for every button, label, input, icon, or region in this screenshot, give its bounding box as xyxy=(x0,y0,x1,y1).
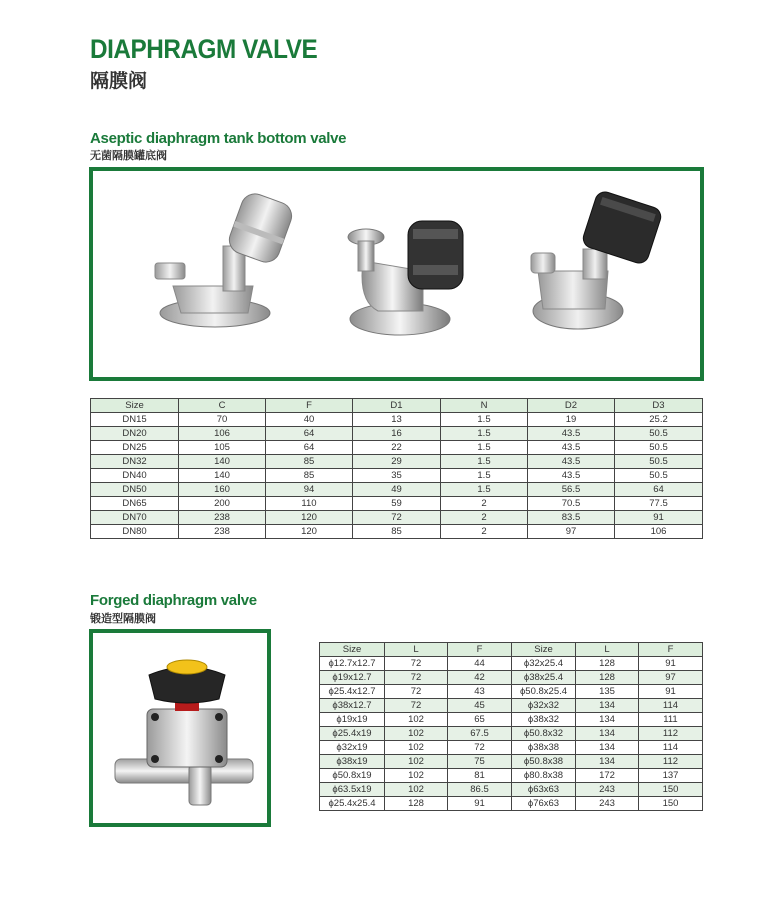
table-cell: 42 xyxy=(448,671,512,685)
section2-column-header: Size xyxy=(512,643,576,657)
table-cell: ϕ76x63 xyxy=(512,797,576,811)
table-cell: ϕ50.8x32 xyxy=(512,727,576,741)
table-cell: 106 xyxy=(615,525,703,539)
section2-title-cn: 锻造型隔膜阀 xyxy=(90,612,156,625)
table-cell: DN80 xyxy=(91,525,179,539)
table-cell: 59 xyxy=(353,497,441,511)
table-cell: DN65 xyxy=(91,497,179,511)
section2-column-header: L xyxy=(385,643,448,657)
table-cell: 67.5 xyxy=(448,727,512,741)
table-cell: 1.5 xyxy=(441,483,528,497)
table-row xyxy=(91,497,703,511)
table-cell: DN15 xyxy=(91,413,179,427)
table-cell: 140 xyxy=(179,455,266,469)
table-cell: 105 xyxy=(179,441,266,455)
table-cell: 50.5 xyxy=(615,469,703,483)
table-cell: ϕ38x32 xyxy=(512,713,576,727)
table-cell: ϕ19x19 xyxy=(320,713,385,727)
table-cell: 102 xyxy=(385,741,448,755)
table-cell: ϕ32x25.4 xyxy=(512,657,576,671)
table-cell: 13 xyxy=(353,413,441,427)
table-cell: 50.5 xyxy=(615,455,703,469)
table-cell: 111 xyxy=(639,713,703,727)
table-cell: DN70 xyxy=(91,511,179,525)
table-cell: 1.5 xyxy=(441,469,528,483)
table-cell: 102 xyxy=(385,727,448,741)
table-cell: 56.5 xyxy=(528,483,615,497)
table-cell: 2 xyxy=(441,497,528,511)
tank-bottom-valve-actuator-image xyxy=(523,191,673,341)
table-cell: 64 xyxy=(615,483,703,497)
table-row xyxy=(320,713,703,727)
section1-spec-table xyxy=(90,398,703,539)
table-cell: 200 xyxy=(179,497,266,511)
table-cell: 70.5 xyxy=(528,497,615,511)
table-cell: 35 xyxy=(353,469,441,483)
table-cell: 25.2 xyxy=(615,413,703,427)
table-row xyxy=(320,741,703,755)
table-row xyxy=(91,413,703,427)
table-cell: 43 xyxy=(448,685,512,699)
table-cell: 72 xyxy=(385,699,448,713)
table-cell: 72 xyxy=(448,741,512,755)
table-cell: ϕ32x32 xyxy=(512,699,576,713)
section2-column-header: F xyxy=(639,643,703,657)
table-row xyxy=(91,525,703,539)
table-cell: DN50 xyxy=(91,483,179,497)
table-cell: ϕ25.4x19 xyxy=(320,727,385,741)
table-cell: 102 xyxy=(385,713,448,727)
table-cell: 150 xyxy=(639,783,703,797)
section1-title: Aseptic diaphragm tank bottom valve xyxy=(90,130,347,147)
page-title: DIAPHRAGM VALVE xyxy=(90,34,318,64)
table-cell: 1.5 xyxy=(441,455,528,469)
table-cell: 1.5 xyxy=(441,413,528,427)
table-cell: 150 xyxy=(639,797,703,811)
table-row xyxy=(320,797,703,811)
section2-header-row xyxy=(320,643,703,657)
table-cell: ϕ63x63 xyxy=(512,783,576,797)
table-cell: 134 xyxy=(576,755,639,769)
page-title-cn: 隔膜阀 xyxy=(90,70,148,92)
section2-image-frame xyxy=(89,629,271,827)
table-cell: ϕ80.8x38 xyxy=(512,769,576,783)
table-cell: 1.5 xyxy=(441,427,528,441)
table-cell: 134 xyxy=(576,713,639,727)
table-row xyxy=(320,783,703,797)
table-cell: 102 xyxy=(385,783,448,797)
table-cell: 137 xyxy=(639,769,703,783)
table-cell: 91 xyxy=(615,511,703,525)
table-cell: 135 xyxy=(576,685,639,699)
table-cell: 102 xyxy=(385,755,448,769)
table-cell: 83.5 xyxy=(528,511,615,525)
table-cell: ϕ25.4x12.7 xyxy=(320,685,385,699)
table-cell: DN40 xyxy=(91,469,179,483)
table-cell: 43.5 xyxy=(528,441,615,455)
table-cell: 43.5 xyxy=(528,469,615,483)
table-row xyxy=(320,755,703,769)
table-cell: 81 xyxy=(448,769,512,783)
table-cell: ϕ12.7x12.7 xyxy=(320,657,385,671)
section2-title: Forged diaphragm valve xyxy=(90,592,257,609)
table-cell: 72 xyxy=(385,685,448,699)
table-cell: DN25 xyxy=(91,441,179,455)
table-cell: 40 xyxy=(266,413,353,427)
table-cell: 172 xyxy=(576,769,639,783)
table-cell: 43.5 xyxy=(528,427,615,441)
table-cell: 44 xyxy=(448,657,512,671)
table-cell: 85 xyxy=(266,469,353,483)
table-cell: 112 xyxy=(639,727,703,741)
table-row xyxy=(320,671,703,685)
table-cell: 134 xyxy=(576,699,639,713)
table-cell: 1.5 xyxy=(441,441,528,455)
table-cell: ϕ50.8x38 xyxy=(512,755,576,769)
table-cell: 85 xyxy=(266,455,353,469)
table-row xyxy=(320,727,703,741)
table-cell: 50.5 xyxy=(615,427,703,441)
table-cell: ϕ38x19 xyxy=(320,755,385,769)
table-cell: DN32 xyxy=(91,455,179,469)
table-cell: DN20 xyxy=(91,427,179,441)
table-cell: 86.5 xyxy=(448,783,512,797)
table-row xyxy=(320,657,703,671)
table-row xyxy=(91,427,703,441)
table-cell: 45 xyxy=(448,699,512,713)
table-cell: 64 xyxy=(266,441,353,455)
table-row xyxy=(91,483,703,497)
table-cell: 85 xyxy=(353,525,441,539)
table-cell: ϕ25.4x25.4 xyxy=(320,797,385,811)
table-cell: ϕ50.8x19 xyxy=(320,769,385,783)
section1-column-header: C xyxy=(179,399,266,413)
section1-column-header: F xyxy=(266,399,353,413)
table-cell: 128 xyxy=(385,797,448,811)
table-cell: 19 xyxy=(528,413,615,427)
table-cell: 238 xyxy=(179,511,266,525)
section2-column-header: F xyxy=(448,643,512,657)
table-cell: 29 xyxy=(353,455,441,469)
section1-image-frame xyxy=(89,167,704,381)
section1-column-header: D2 xyxy=(528,399,615,413)
table-cell: 72 xyxy=(385,671,448,685)
table-cell: 110 xyxy=(266,497,353,511)
table-cell: 64 xyxy=(266,427,353,441)
table-cell: 97 xyxy=(639,671,703,685)
table-row xyxy=(91,469,703,483)
section2-column-header: L xyxy=(576,643,639,657)
table-cell: 22 xyxy=(353,441,441,455)
table-cell: 70 xyxy=(179,413,266,427)
table-cell: ϕ38x38 xyxy=(512,741,576,755)
section1-column-header: D1 xyxy=(353,399,441,413)
section1-title-cn: 无菌隔膜罐底阀 xyxy=(90,149,167,162)
table-row xyxy=(320,685,703,699)
table-cell: 91 xyxy=(639,685,703,699)
section1-column-header: Size xyxy=(91,399,179,413)
table-cell: 243 xyxy=(576,783,639,797)
section1-column-header: N xyxy=(441,399,528,413)
table-cell: 43.5 xyxy=(528,455,615,469)
table-cell: ϕ32x19 xyxy=(320,741,385,755)
table-cell: 238 xyxy=(179,525,266,539)
section1-column-header: D3 xyxy=(615,399,703,413)
table-cell: 120 xyxy=(266,511,353,525)
table-row xyxy=(91,441,703,455)
table-row xyxy=(320,769,703,783)
table-cell: 128 xyxy=(576,671,639,685)
table-cell: 243 xyxy=(576,797,639,811)
tank-bottom-valve-manual-image xyxy=(338,201,488,351)
table-cell: 91 xyxy=(448,797,512,811)
table-cell: ϕ38x25.4 xyxy=(512,671,576,685)
table-cell: ϕ50.8x25.4 xyxy=(512,685,576,699)
table-cell: ϕ19x12.7 xyxy=(320,671,385,685)
table-cell: 102 xyxy=(385,769,448,783)
section2-column-header: Size xyxy=(320,643,385,657)
table-cell: 134 xyxy=(576,741,639,755)
table-cell: 140 xyxy=(179,469,266,483)
table-cell: 72 xyxy=(353,511,441,525)
table-cell: 97 xyxy=(528,525,615,539)
table-cell: 112 xyxy=(639,755,703,769)
table-cell: 114 xyxy=(639,741,703,755)
table-cell: 134 xyxy=(576,727,639,741)
table-row xyxy=(320,699,703,713)
table-cell: 120 xyxy=(266,525,353,539)
table-cell: 65 xyxy=(448,713,512,727)
table-cell: 2 xyxy=(441,511,528,525)
table-cell: 77.5 xyxy=(615,497,703,511)
table-cell: 49 xyxy=(353,483,441,497)
table-cell: 91 xyxy=(639,657,703,671)
section1-header-row xyxy=(91,399,703,413)
table-cell: 114 xyxy=(639,699,703,713)
tank-bottom-valve-pneumatic-image xyxy=(153,191,303,341)
table-cell: ϕ63.5x19 xyxy=(320,783,385,797)
section2-spec-table xyxy=(319,642,703,811)
table-cell: 72 xyxy=(385,657,448,671)
table-cell: ϕ38x12.7 xyxy=(320,699,385,713)
table-cell: 106 xyxy=(179,427,266,441)
table-cell: 94 xyxy=(266,483,353,497)
table-cell: 50.5 xyxy=(615,441,703,455)
table-cell: 75 xyxy=(448,755,512,769)
table-row xyxy=(91,455,703,469)
table-cell: 16 xyxy=(353,427,441,441)
forged-diaphragm-valve-image xyxy=(107,647,257,812)
table-cell: 160 xyxy=(179,483,266,497)
table-cell: 128 xyxy=(576,657,639,671)
table-row xyxy=(91,511,703,525)
table-cell: 2 xyxy=(441,525,528,539)
